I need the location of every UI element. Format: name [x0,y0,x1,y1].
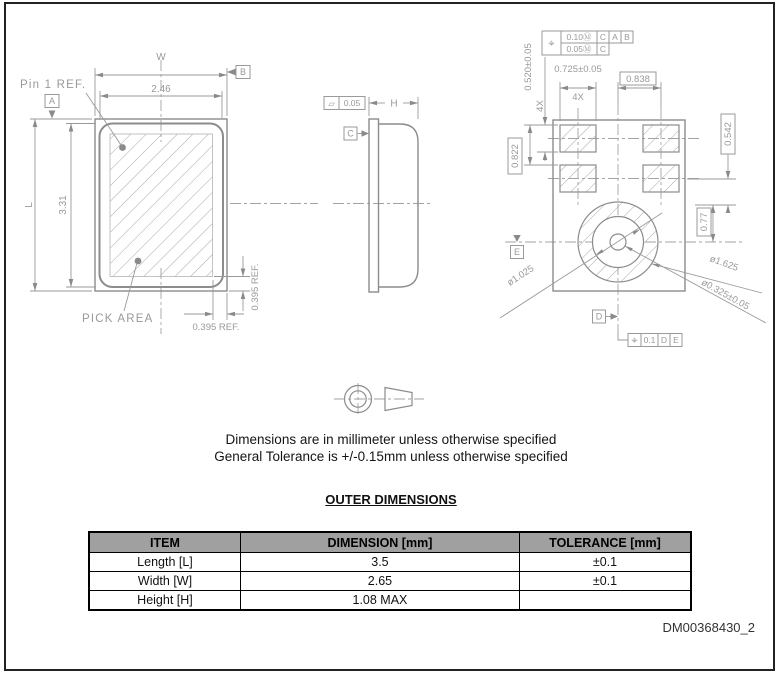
h-dimension [369,97,418,119]
dim-0542: 0.542 [723,122,734,146]
cell-item: Length [L] [89,553,240,572]
datum-d-flag [593,310,619,323]
document-number: DM00368430_2 [662,620,755,635]
dim-0520: 0.520±0.05 [523,43,534,91]
note-units: Dimensions are in millimeter unless otherwise specified [225,432,557,447]
position-icon: ⌖ [631,335,638,347]
dim-h: H [390,98,398,110]
fcf-tolerance: 0.05Ⓜ [566,44,592,54]
fcf-leader [618,331,628,340]
flatness-value: 0.05 [343,98,361,108]
datum-c-flag [344,127,369,140]
dia-1025: ø1.025 [505,263,537,289]
position-icon: ⌖ [548,38,555,50]
datum-d-label: D [595,311,603,322]
lid-side-outline [379,124,419,287]
front-view [20,52,318,334]
datum-c-label: C [347,128,354,139]
pad-pitch-dimension [508,125,558,174]
pad-center-offset-dimension [618,72,661,108]
solder-pad [643,125,679,152]
solder-pad [560,125,596,152]
fcf-datum-ref: D [660,335,668,345]
dim-0542-dimension [687,114,736,213]
substrate-outline [369,119,379,292]
table-header-row [89,532,691,553]
bottom-view [500,31,766,347]
dim-0395-ref-v: 0.395 REF. [250,263,261,311]
fcf-datum-ref: E [673,335,679,345]
cell-dimension: 1.08 MAX [240,591,519,611]
port-hole-diameter-callout [625,246,766,323]
table-row [89,553,691,572]
table-title-text: OUTER DIMENSIONS [325,492,457,507]
dim-0725-qty: 4X [572,92,584,103]
body-length-dimension [58,124,96,288]
drawing-notes [0,431,782,465]
col-header-dimension: DIMENSION [mm] [240,532,519,553]
datum-a-flag [45,95,59,119]
col-header-item: ITEM [89,532,240,553]
cell-tolerance: ±0.1 [519,572,691,591]
pin1-marker-dot [119,144,126,151]
fcf-datum-ref: C [599,32,607,42]
datum-b-label: B [239,67,247,77]
dim-0838: 0.838 [626,74,650,85]
fcf-datum-ref: A [612,32,618,42]
third-angle-projection-icon [334,383,424,415]
dim-2-46: 2.46 [151,84,171,95]
dia-1625: ø1.625 [708,253,740,274]
datum-a-arrow [49,111,56,119]
dia-0325: ø0.325±0.05 [699,277,752,313]
fcf-datum-ref: B [624,32,630,42]
datum-e-arrow [513,235,520,242]
port-position-control-frame [618,331,682,347]
dim-w: W [156,52,166,63]
datum-a-label: A [48,96,56,106]
table-row [89,591,691,611]
datum-b-flag [227,66,250,79]
note-tolerance: General Tolerance is +/-0.15mm unless otherwise specified [214,449,568,464]
pad-position-control-frame [542,31,633,55]
cell-item: Width [W] [89,572,240,591]
dim-077-dimension [697,205,713,242]
dim-077: 0.77 [699,212,710,232]
dim-0822: 0.822 [510,144,521,168]
dim-0395-ref-h: 0.395 REF. [192,322,240,333]
table-row [89,572,691,591]
pin1-label: Pin 1 REF. [20,79,87,91]
datum-c-arrow [362,130,370,137]
cell-tolerance: ±0.1 [519,553,691,572]
fcf-tolerance: 0.10Ⓜ [566,32,592,42]
solder-pad [560,165,596,192]
pick-area-dot [135,258,142,265]
cell-item: Height [H] [89,591,240,611]
table-title [0,492,782,507]
datum-e-flag [511,235,524,259]
cell-dimension: 3.5 [240,553,519,572]
cell-dimension: 2.65 [240,572,519,591]
dim-0725: 0.725±0.05 [554,64,602,75]
datum-b-arrow [227,69,236,76]
col-header-tolerance: TOLERANCE [mm] [519,532,691,553]
fcf-tolerance: 0.1 [643,335,656,345]
datum-d-arrow [611,313,619,319]
dim-l: L [24,202,35,208]
pick-area-label: PICK AREA [82,313,154,325]
flatness-icon: ▱ [328,98,335,109]
flatness-control-frame [324,97,365,110]
pick-area-hatch [110,134,213,277]
datum-e-label: E [513,247,521,257]
solder-pad [643,165,679,192]
dim-0520-qty: 4X [535,100,546,112]
fcf-datum-ref: C [599,44,607,54]
pick-offset-vertical-dimension [214,256,261,311]
outer-dimensions-table [88,531,692,611]
side-view [324,97,432,293]
cell-tolerance [519,591,691,611]
dim-3-31: 3.31 [58,195,69,215]
